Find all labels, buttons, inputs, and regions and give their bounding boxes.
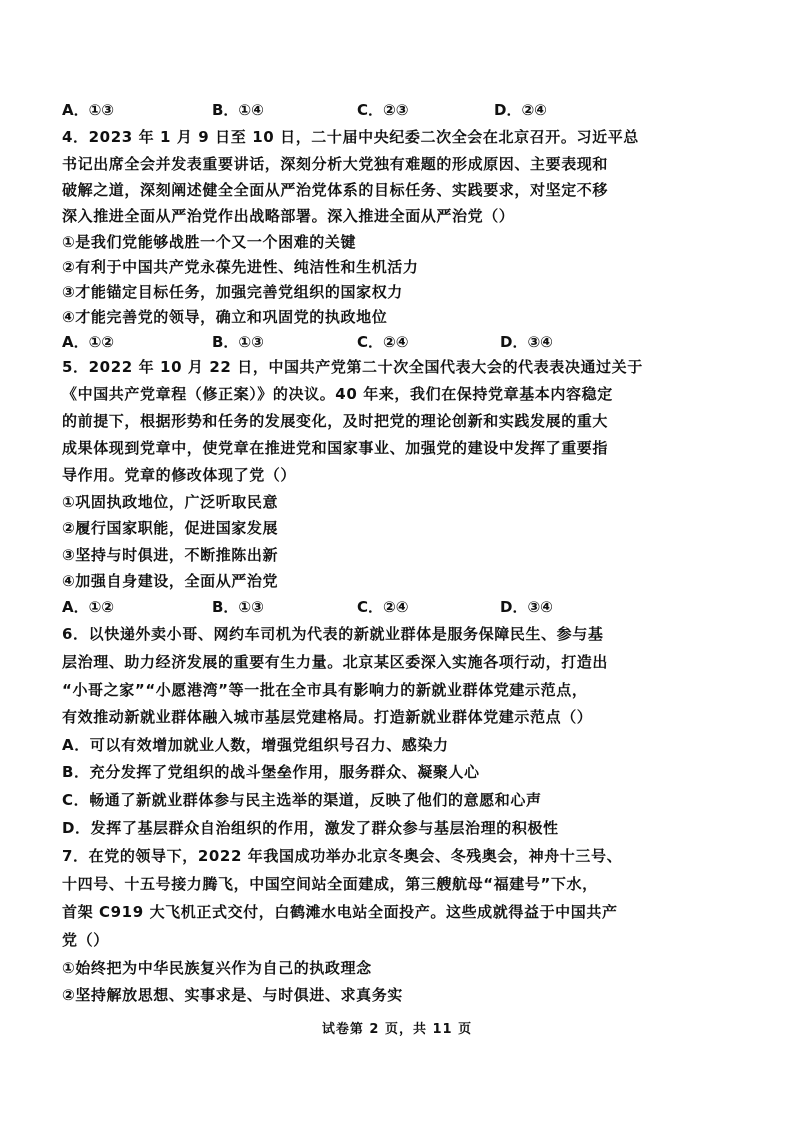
- q5-option-c: C．②④: [357, 598, 409, 616]
- q4-stem-line: 4．2023 年 1 月 9 日至 10 日，二十届中央纪委二次全会在北京召开。习近平总: [62, 128, 639, 146]
- q5-option-b: B．①③: [212, 598, 264, 616]
- q7-item-1: ①始终把为中华民族复兴作为自己的执政理念: [62, 959, 372, 977]
- q5-option-a: A．①②: [62, 598, 115, 616]
- q7-stem-line: 7．在党的领导下，2022 年我国成功举办北京冬奥会、冬残奥会，神舟十三号、: [62, 847, 623, 865]
- q4-item-3: ③才能锚定目标任务，加强完善党组织的国家权力: [62, 283, 403, 301]
- q6-choice-b: B．充分发挥了党组织的战斗堡垒作用，服务群众、凝聚人心: [62, 763, 480, 781]
- q4-option-c: C．②④: [357, 333, 409, 351]
- q5-option-d: D．③④: [500, 598, 553, 616]
- q7-stem-line: 首架 C919 大飞机正式交付，白鹤滩水电站全面投产。这些成就得益于中国共产: [62, 903, 618, 921]
- q5-item-1: ①巩固执政地位，广泛听取民意: [62, 493, 279, 511]
- q3-option-d: D．②④: [494, 101, 547, 119]
- q4-item-4: ④才能完善党的领导，确立和巩固党的执政地位: [62, 308, 388, 326]
- q6-choice-a: A．可以有效增加就业人数，增强党组织号召力、感染力: [62, 736, 449, 754]
- q5-stem-line: 成果体现到党章中，使党章在推进党和国家事业、加强党的建设中发挥了重要指: [62, 439, 609, 457]
- q5-item-2: ②履行国家职能，促进国家发展: [62, 519, 279, 537]
- q4-item-1: ①是我们党能够战胜一个又一个困难的关键: [62, 233, 357, 251]
- q4-stem-line: 破解之道，深刻阐述健全全面从严治党体系的目标任务、实践要求，对坚定不移: [62, 181, 609, 199]
- q5-stem-line: 的前提下，根据形势和任务的发展变化，及时把党的理论创新和实践发展的重大: [62, 412, 609, 430]
- q3-option-c: C．②③: [357, 101, 409, 119]
- q5-stem-line: 导作用。党章的修改体现了党（）: [62, 466, 297, 484]
- q4-stem-line: 书记出席全会并发表重要讲话，深刻分析大党独有难题的形成原因、主要表现和: [62, 155, 609, 173]
- q4-option-a: A．①②: [62, 333, 115, 351]
- q6-stem-line: “小哥之家”“小愿港湾”等一批在全市具有影响力的新就业群体党建示范点，: [62, 681, 588, 699]
- page-footer: 试卷第 2 页，共 11 页: [321, 1022, 473, 1037]
- q7-stem-line: 党（）: [62, 931, 109, 949]
- q4-item-2: ②有利于中国共产党永葆先进性、纯洁性和生机活力: [62, 258, 419, 276]
- q6-stem-line: 6．以快递外卖小哥、网约车司机为代表的新就业群体是服务保障民生、参与基: [62, 625, 604, 643]
- q6-choice-c: C．畅通了新就业群体参与民主选举的渠道，反映了他们的意愿和心声: [62, 791, 542, 809]
- q6-choice-d: D．发挥了基层群众自治组织的作用，激发了群众参与基层治理的积极性: [62, 819, 559, 837]
- q5-item-4: ④加强自身建设，全面从严治党: [62, 572, 279, 590]
- q3-option-a: A．①③: [62, 101, 115, 119]
- q3-option-b: B．①④: [212, 101, 264, 119]
- q4-stem-line: 深入推进全面从严治党作出战略部署。深入推进全面从严治党（）: [62, 207, 515, 225]
- q7-stem-line: 十四号、十五号接力腾飞，中国空间站全面建成，第三艘航母“福建号”下水，: [62, 875, 598, 893]
- q5-stem-line: 5．2022 年 10 月 22 日，中国共产党第二十次全国代表大会的代表表决通过关于: [62, 358, 643, 376]
- q6-stem-line: 层治理、助力经济发展的重要有生力量。北京某区委深入实施各项行动，打造出: [62, 653, 609, 671]
- q4-option-b: B．①③: [212, 333, 264, 351]
- q5-item-3: ③坚持与时俱进，不断推陈出新: [62, 546, 279, 564]
- q7-item-2: ②坚持解放思想、实事求是、与时俱进、求真务实: [62, 986, 403, 1004]
- q4-option-d: D．③④: [500, 333, 553, 351]
- q6-stem-line: 有效推动新就业群体融入城市基层党建格局。打造新就业群体党建示范点（）: [62, 708, 593, 726]
- q5-stem-line: 《中国共产党章程（修正案）》的决议。40 年来，我们在保持党章基本内容稳定: [62, 385, 613, 403]
